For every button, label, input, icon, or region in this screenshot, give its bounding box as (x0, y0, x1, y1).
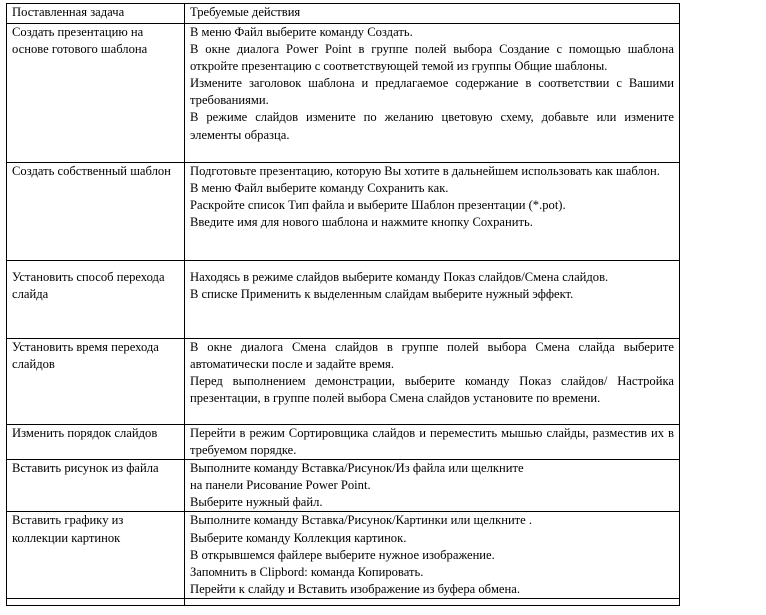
task-cell: Вставить рисунок из файла (7, 460, 185, 512)
task-cell: Создать собственный шаблон (7, 163, 185, 261)
task-cell: Изменить порядок слайдов (7, 425, 185, 460)
action-line: Запомнить в Clipbord: команда Копировать. (190, 564, 424, 579)
table-row (7, 425, 680, 460)
task-cell: Установить время перехода слайдов (7, 339, 185, 425)
table-row (7, 460, 680, 512)
header-task: Поставленная задача (7, 4, 185, 24)
table-row (7, 163, 680, 261)
table-header-row (7, 4, 680, 24)
action-line: Находясь в режиме слайдов выберите команду Показ слайдов/Смена слайдов. (190, 270, 609, 284)
action-line: В режиме слайдов измените по желанию цветовую схему, добавьте или измените элементы образца. (190, 110, 674, 142)
action-line: Выберите команду Коллекция картинок. (190, 530, 407, 545)
cut-off-cell (7, 599, 185, 606)
table-row (7, 339, 680, 425)
header-actions: Требуемые действия (185, 4, 680, 24)
task-cell: Вставить графику из коллекции картинок (7, 512, 185, 599)
table-row (7, 512, 680, 599)
action-line: В окне диалога Смена слайдов в группе полей выбора Смена слайда выберите автоматически после и задайте время. (190, 340, 674, 372)
task-cell: Создать презентацию на основе готового шаблона (7, 24, 185, 163)
action-line: Выполните команду Вставка/Рисунок/Из файла или щелкните (190, 461, 524, 476)
actions-cell (185, 24, 680, 163)
action-line: Перейти к слайду и Вставить изображение из буфера обмена. (190, 581, 520, 596)
task-cell: Установить способ перехода слайда (7, 261, 185, 339)
action-line: Раскройте список Тип файла и выберите Шаблон презентации (*.pot). (190, 198, 566, 213)
action-line: В меню Файл выберите команду Сохранить как. (190, 181, 449, 196)
task-actions-table (6, 3, 680, 606)
table-row-cut-off (7, 599, 680, 606)
actions-cell (185, 339, 680, 425)
action-line: В списке Применить к выделенным слайдам выберите нужный эффект. (190, 287, 574, 302)
actions-cell (185, 261, 680, 339)
actions-cell (185, 460, 680, 512)
action-line: Измените заголовок шаблона и предлагаемое содержание в соответствии с Вашими требованиями. (190, 76, 674, 108)
actions-cell (185, 163, 680, 261)
cut-off-cell (185, 599, 680, 606)
action-line: Введите имя для нового шаблона и нажмите кнопку Сохранить. (190, 215, 533, 230)
action-line: Выполните команду Вставка/Рисунок/Картинки или щелкните . (190, 513, 533, 528)
action-line: Перед выполнением демонстрации, выберите команду Показ слайдов/ Настройка презентации, в группе полей выбора Смена слайдов установите по времени. (190, 374, 674, 406)
action-line: В меню Файл выберите команду Создать. (190, 25, 413, 39)
table-row (7, 24, 680, 163)
actions-cell (185, 425, 680, 460)
action-line: В окне диалога Power Point в группе полей выбора Создание с помощью шаблона откройте презентацию с соответствующей темой из группы Общие шаблоны. (190, 42, 674, 74)
action-line: на панели Рисование Power Point. (190, 478, 371, 493)
action-line: Выберите нужный файл. (190, 495, 323, 510)
action-line: Перейти в режим Сортировщика слайдов и переместить мышью слайды, разместив их в требуемом порядке. (190, 426, 674, 458)
action-line: Подготовьте презентацию, которую Вы хотите в дальнейшем использовать как шаблон. (190, 164, 660, 178)
action-line: В открывшемся файлере выберите нужное изображение. (190, 547, 495, 562)
actions-cell (185, 512, 680, 599)
table-row (7, 261, 680, 339)
